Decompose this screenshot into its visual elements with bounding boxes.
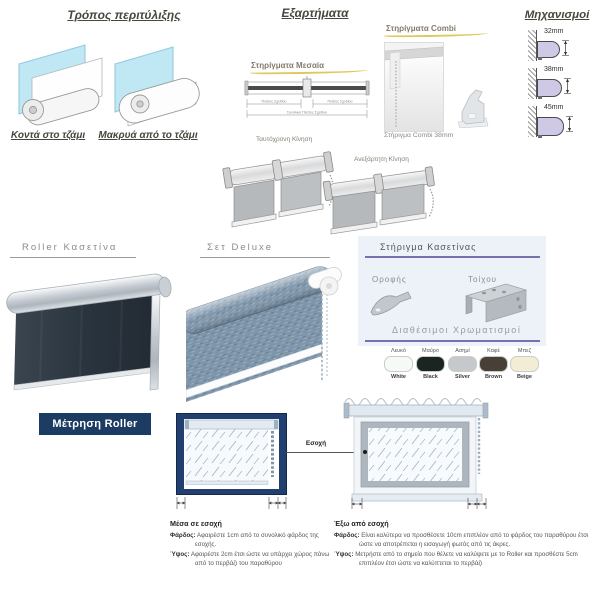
width-text: Αφαιρέστε 1cm από το συνολικό φάρδος της εσοχής. — [195, 532, 319, 548]
roller-close-to-glass-illustration — [12, 38, 117, 133]
available-colors-title: Διαθέσιμοι Χρωματισμοί — [392, 325, 522, 335]
cassette-roller-product-photo — [2, 261, 182, 399]
wall-bracket-photo — [462, 282, 534, 324]
dim-right-label: Πλάτος Σχεδίου — [327, 99, 353, 104]
deluxe-roller-product-photo — [186, 260, 354, 410]
outside-width-instruction — [334, 532, 590, 550]
inside-height-instruction — [170, 551, 336, 569]
swatch-label-en: Brown — [484, 374, 503, 380]
mechanism-size-label: 45mm — [544, 104, 564, 111]
swatch-label-en: Silver — [455, 374, 470, 380]
swatch-brown — [477, 347, 510, 381]
mechanism-size-label: 38mm — [544, 66, 564, 73]
sync-motion-label: Ταυτόχρονη Κίνηση — [256, 136, 313, 143]
label-far-from-glass: Μακρυά από το τζάμι — [98, 130, 198, 141]
wall-bracket-label: Τοίχου — [468, 275, 498, 284]
swatch-label-gr: Καφέ — [487, 348, 500, 354]
deluxe-title-rule — [200, 257, 330, 258]
outside-height-instruction — [334, 551, 590, 569]
middle-support-diagram — [243, 76, 371, 120]
swatch-label-en: Black — [423, 374, 438, 380]
height-dimension-arrow — [563, 77, 572, 95]
combi-bracket-photo — [456, 82, 492, 128]
wall-hatch — [528, 106, 537, 137]
swatch-label-en: Beige — [517, 374, 532, 380]
swatch-silver — [446, 347, 479, 381]
label-close-to-glass: Κοντά στο τζάμι — [10, 130, 86, 141]
outside-recess-heading: Έξω από εσοχή — [334, 519, 389, 528]
outside-recess-instructions — [334, 519, 590, 571]
wall-hatch — [528, 30, 537, 61]
mechanism-row-32mm — [528, 28, 594, 64]
mechanism-size-label: 32mm — [544, 28, 564, 35]
color-swatch — [479, 356, 508, 372]
mechanisms-section-title: Μηχανισμοί — [524, 9, 590, 21]
color-swatch — [384, 356, 413, 372]
cassette-bracket-title: Στήριγμα Κασετίνας — [380, 242, 477, 252]
inside-width-instruction — [170, 532, 336, 550]
combi-roller-photo-graphic — [385, 43, 443, 131]
combi-underline — [384, 31, 488, 37]
combi-caption: Στήριγμα Combi 38mm — [384, 132, 454, 139]
height-text: Μετρήστε από το σημείο που θέλετε να καλύψετε με το Roller και προσθέστε 5cm επιπλέον έτσι ώστε να καλύπτεται το περβάζι — [355, 551, 578, 568]
window-outside-recess-diagram — [342, 394, 492, 510]
mechanism-profile — [537, 79, 562, 97]
wall-hatch — [528, 68, 537, 99]
inside-recess-instructions — [170, 519, 336, 571]
swatch-label-gr: Ασημί — [455, 348, 470, 354]
inside-recess-heading: Μέσα σε εσοχή — [170, 519, 222, 528]
measure-section-badge: Μέτρηση Roller Blinds — [39, 413, 151, 435]
combi-section-title: Στηρίγματα Combi — [386, 24, 456, 33]
width-label: Φάρδος: — [334, 532, 360, 539]
middle-supports-underline — [250, 68, 368, 74]
color-swatch — [510, 356, 539, 372]
swatch-label-gr: Λευκό — [391, 348, 406, 354]
cassette-bracket-rule — [365, 256, 540, 258]
mechanism-profile — [537, 117, 564, 136]
swatch-label-gr: Μπεζ — [517, 348, 532, 354]
height-label: Ύψος: — [334, 551, 354, 559]
swatch-label-en: White — [391, 374, 406, 380]
ceiling-bracket-label: Οροφής — [372, 275, 407, 284]
color-swatch — [416, 356, 445, 372]
combi-roller-photo — [384, 42, 444, 132]
mechanism-profile — [537, 41, 560, 58]
height-label: Ύψος: — [170, 551, 190, 559]
swatch-label-gr: Μαύρο — [422, 348, 439, 354]
swatch-white — [382, 347, 415, 381]
height-text: Αφαιρέστε 2cm έτσι ώστε να υπάρχει χώρος πάνω από το περβάζι του παραθύρου — [190, 551, 330, 568]
swatch-beige — [508, 347, 541, 381]
mechanism-row-38mm — [528, 66, 594, 102]
wrap-section-title: Τρόπος περιτύλιξης — [67, 8, 181, 22]
independent-motion-label: Ανεξάρτητη Κίνηση — [354, 156, 409, 163]
dim-left-label: Πλάτος Σχεδίου — [261, 99, 287, 104]
dim-total-label: Συνολικό Πλάτος Σχεδίου — [286, 110, 328, 115]
swatch-black — [414, 347, 447, 381]
window-inside-recess-diagram — [176, 413, 288, 510]
width-text: Είναι καλύτερα να προσθέσετε 10cm επιπλέον από το φάρδος του παραθύρου έτσι ώστε να αποτρέπεται η εισαγωγή φωτός από τις άκρες. — [359, 532, 589, 548]
independent-motion-roller-illustration — [320, 163, 440, 243]
available-colors-rule — [365, 340, 540, 342]
roller-far-from-glass-illustration — [110, 42, 210, 134]
parts-section-title: Εξαρτήματα — [281, 6, 349, 20]
height-dimension-arrow — [565, 115, 574, 133]
deluxe-section-title: Σετ Deluxe — [207, 242, 274, 253]
cassette-section-title: Roller Κασετίνα — [22, 242, 118, 253]
width-label: Φάρδος: — [170, 532, 196, 539]
sync-motion-roller-illustration — [222, 143, 335, 236]
ceiling-bracket-photo — [368, 288, 418, 318]
height-dimension-arrow — [561, 39, 570, 57]
recess-callout-label: Εσοχή — [305, 440, 327, 447]
color-swatch — [448, 356, 477, 372]
mechanism-row-45mm — [528, 104, 594, 140]
cassette-title-rule — [10, 257, 136, 258]
middle-supports-label: Στηρίγματα Μεσαία — [251, 61, 325, 70]
